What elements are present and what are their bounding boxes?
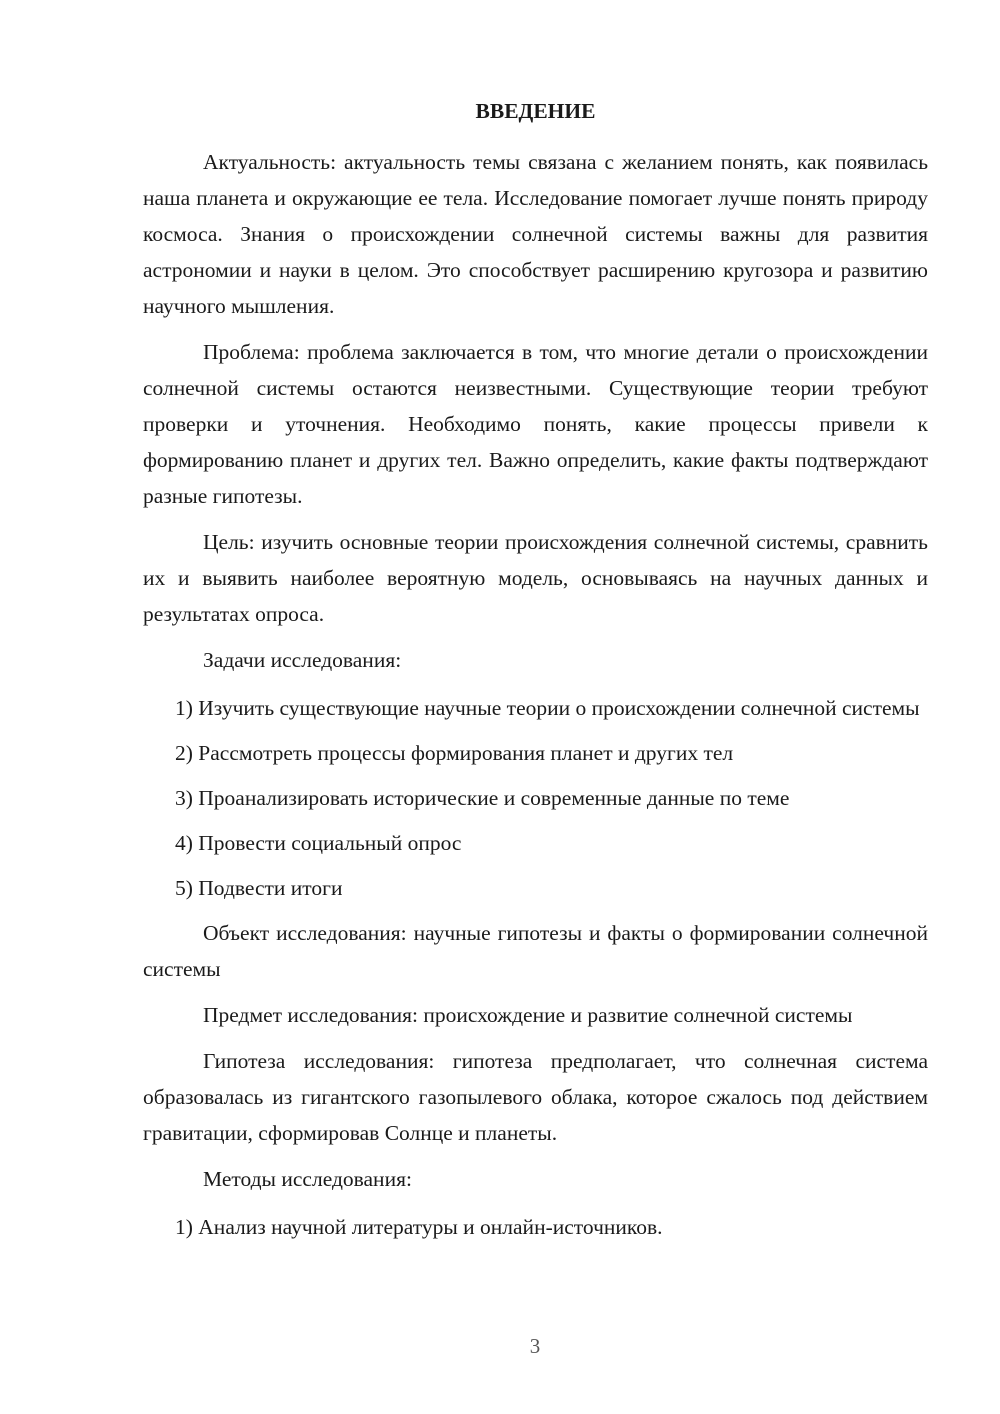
tasks-list [143,690,928,906]
task-item: 4) Провести социальный опрос [175,831,462,855]
page-number: 3 [529,1334,541,1358]
paragraph-hypothesis: Гипотеза исследования: гипотеза предполагает, что солнечная система образовалась из гигантского газопылевого облака, которое сжалось под действием гравитации, сформировав Солнце и планеты. [143,1049,928,1145]
task-item: 5) Подвести итоги [175,876,343,900]
methods-heading: Методы исследования: [203,1167,412,1191]
paragraph-relevance: Актуальность: актуальность темы связана с желанием понять, как появилась наша планета и окружающие ее тела. Исследование помогает лучше понять природу космоса. Знания о происхождении солнечной системы важны для развития астрономии и науки в целом. Это способствует расширению кругозора и развитию научного мышления. [143,150,928,318]
paragraph-object: Объект исследования: научные гипотезы и факты о формировании солнечной системы [143,921,928,981]
document-page [143,96,928,1254]
method-item: 1) Анализ научной литературы и онлайн-источников. [175,1215,663,1239]
methods-list [143,1209,928,1245]
task-item: 1) Изучить существующие научные теории о происхождении солнечной системы [175,696,920,720]
tasks-heading: Задачи исследования: [203,648,402,672]
paragraph-problem: Проблема: проблема заключается в том, что многие детали о происхождении солнечной системы остаются неизвестными. Существующие теории требуют проверки и уточнения. Необходимо понять, какие процессы привели к формированию планет и других тел. Важно определить, какие факты подтверждают разные гипотезы. [143,340,928,508]
section-title: ВВЕДЕНИЕ [475,99,596,123]
paragraph-subject: Предмет исследования: происхождение и развитие солнечной системы [203,1003,853,1027]
paragraph-goal: Цель: изучить основные теории происхождения солнечной системы, сравнить их и выявить наиболее вероятную модель, основываясь на научных данных и результатах опроса. [143,530,928,626]
task-item: 3) Проанализировать исторические и современные данные по теме [175,786,790,810]
task-item: 2) Рассмотреть процессы формирования планет и других тел [175,741,734,765]
